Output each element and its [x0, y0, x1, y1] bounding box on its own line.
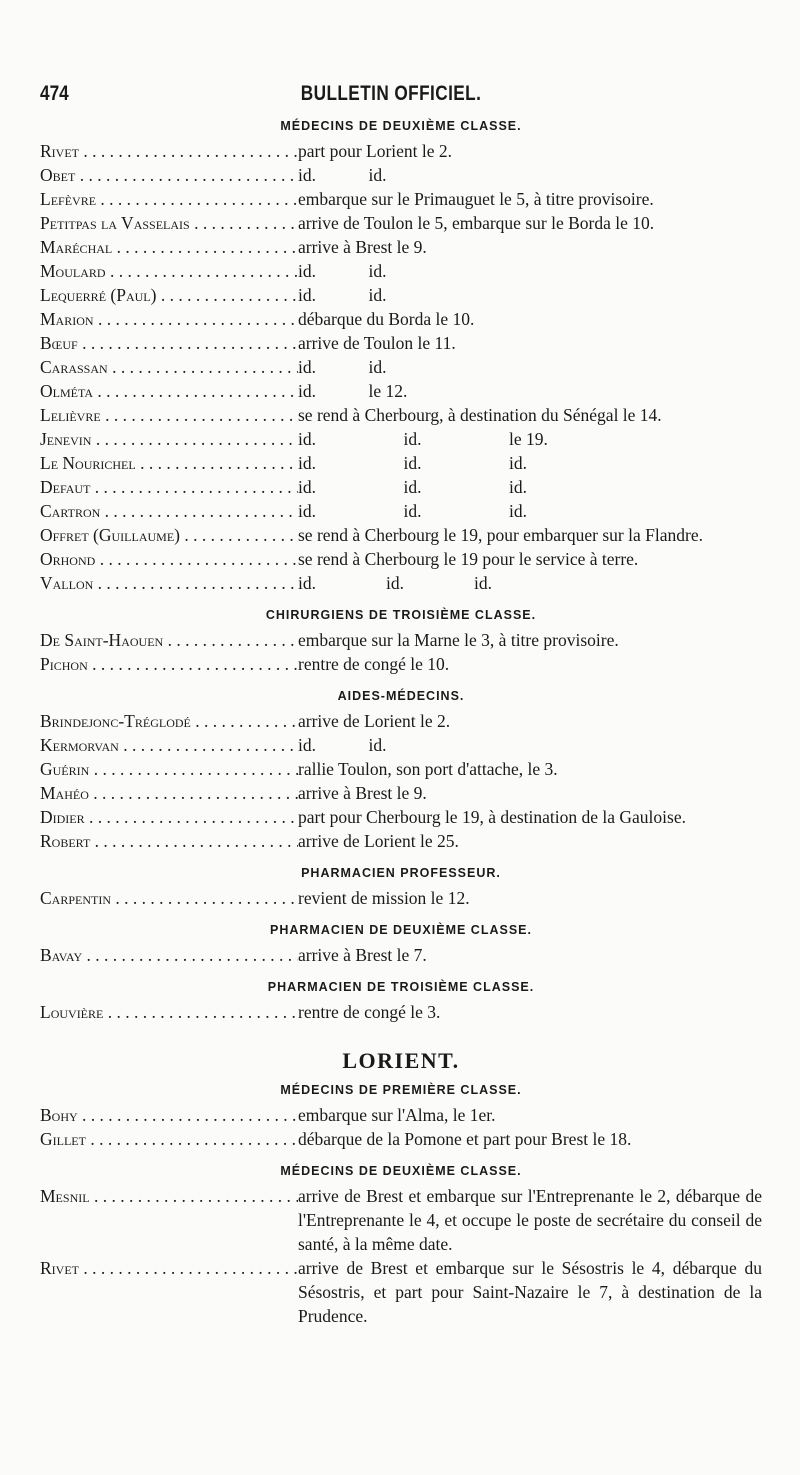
entry-name-text: Gillet . . .	[40, 1129, 298, 1149]
entry-row	[40, 235, 762, 259]
entry-text: arrive de Brest et embarque sur le Sésostris le 4, débarque du Sésostris, et part pour Saint-Nazaire le 7, à destination de la Prudence.	[298, 1258, 762, 1326]
entry-name-text: Obet . . .	[40, 165, 298, 185]
running-title: BULLETIN OFFICIEL.	[300, 82, 482, 105]
entry-name	[40, 757, 298, 781]
entry-row	[40, 1000, 762, 1024]
entry-row	[40, 139, 762, 163]
entry-row	[40, 379, 762, 403]
entry-row	[40, 709, 762, 733]
entry-text: id. id.	[298, 357, 387, 377]
entry-name	[40, 886, 298, 910]
entry-row	[40, 163, 762, 187]
entry-name-text: Lefèvre . . .	[40, 189, 298, 209]
entry-text: se rend à Cherbourg le 19 pour le service à terre.	[298, 549, 639, 569]
entry-name	[40, 163, 298, 187]
entry-text: arrive de Toulon le 5, embarque sur le Borda le 10.	[298, 213, 655, 233]
entry-name-text: Bohy . . .	[40, 1105, 298, 1125]
entry-row	[40, 1103, 762, 1127]
entry-text: arrive à Brest le 9.	[298, 783, 427, 803]
entry-text: rallie Toulon, son port d'attache, le 3.	[298, 759, 558, 779]
entry-row	[40, 547, 762, 571]
entry-row	[40, 943, 762, 967]
entry-name	[40, 709, 298, 733]
entry-text: se rend à Cherbourg le 19, pour embarquer sur la Flandre.	[298, 525, 703, 545]
entry-text: embarque sur la Marne le 3, à titre provisoire.	[298, 630, 619, 650]
entry-row	[40, 355, 762, 379]
entry-name	[40, 235, 298, 259]
entry-name-text: Orhond . . .	[40, 549, 298, 569]
entry-name	[40, 943, 298, 967]
section-heading: PHARMACIEN DE TROISIÈME CLASSE.	[267, 980, 535, 994]
entry-name-text: Bœuf . . .	[40, 333, 298, 353]
entry-name	[40, 283, 298, 307]
entry-row	[40, 331, 762, 355]
entry-text: rentre de congé le 10.	[298, 654, 450, 674]
entry-text: id. id. id.	[298, 453, 527, 473]
entry-name-text: Kermorvan . . .	[40, 735, 298, 755]
entry-text: arrive à Brest le 9.	[298, 237, 427, 257]
entry-name-text: Marion . . .	[40, 309, 298, 329]
entry-row	[40, 571, 762, 595]
entry-name-text: Mahéo . . .	[40, 783, 298, 803]
entry-row	[40, 211, 762, 235]
entry-name-text: Maréchal . . .	[40, 237, 298, 257]
entry-text: id. id.	[298, 285, 387, 305]
entry-row	[40, 307, 762, 331]
entry-name	[40, 403, 298, 427]
entry-name	[40, 451, 298, 475]
page-header	[40, 80, 630, 110]
entry-text: embarque sur le Primauguet le 5, à titre provisoire.	[298, 189, 654, 209]
entry-name-text: Louvière . . .	[40, 1002, 298, 1022]
entry-name-text: Vallon . . .	[40, 573, 298, 593]
entry-text: part pour Cherbourg le 19, à destination de la Gauloise.	[298, 807, 686, 827]
section-heading: MÉDECINS DE DEUXIÈME CLASSE.	[280, 119, 522, 133]
entry-text: arrive de Toulon le 11.	[298, 333, 456, 353]
entry-text: id. id.	[298, 261, 387, 281]
entry-text: id. id. id.	[298, 477, 527, 497]
entry-text: id. id. id.	[298, 573, 492, 593]
entry-name	[40, 547, 298, 571]
city-heading: LORIENT.	[342, 1048, 460, 1073]
entry-row	[40, 652, 762, 676]
entry-text: débarque du Borda le 10.	[298, 309, 475, 329]
entry-row	[40, 1256, 762, 1328]
entry-text: arrive de Lorient le 2.	[298, 711, 451, 731]
section-gap	[40, 967, 762, 977]
entry-name-text: Lequerré (Paul) . . .	[40, 285, 298, 305]
entry-name-text: Carassan . . .	[40, 357, 298, 377]
entry-name-text: De Saint-Haouen . . .	[40, 630, 298, 650]
entry-name-text: Moulard . . .	[40, 261, 298, 281]
entry-name	[40, 187, 298, 211]
entry-name-text: Mesnil . . .	[40, 1186, 298, 1206]
entry-text: arrive de Brest et embarque sur l'Entreprenante le 2, débarque de l'Entreprenante le 4, et occupe le poste de secrétaire du conseil de santé, à la même date.	[298, 1186, 762, 1254]
entry-row	[40, 523, 762, 547]
entry-name	[40, 379, 298, 403]
entry-text: id. id.	[298, 735, 387, 755]
entry-name	[40, 571, 298, 595]
entry-text: revient de mission le 12.	[298, 888, 470, 908]
entry-name-text: Guérin . . .	[40, 759, 298, 779]
entry-name-text: Rivet . . .	[40, 1258, 298, 1278]
entry-row	[40, 886, 762, 910]
entry-row	[40, 1184, 762, 1256]
entry-row	[40, 187, 762, 211]
section-gap	[40, 1151, 762, 1161]
entry-name	[40, 829, 298, 853]
entry-row	[40, 499, 762, 523]
entry-name-text: Offret (Guillaume) . . .	[40, 525, 298, 545]
entry-name	[40, 355, 298, 379]
entry-row	[40, 403, 762, 427]
entry-name	[40, 1000, 298, 1024]
entry-name	[40, 523, 298, 547]
entry-row	[40, 733, 762, 757]
entry-text: part pour Lorient le 2.	[298, 141, 453, 161]
entry-text: id. le 12.	[298, 381, 408, 401]
entry-name	[40, 628, 298, 652]
section-heading: PHARMACIEN DE DEUXIÈME CLASSE.	[270, 923, 532, 937]
entry-name-text: Brindejonc-Tréglodé . . .	[40, 711, 298, 731]
section-gap	[40, 1024, 762, 1038]
entry-text: débarque de la Pomone et part pour Brest le 18.	[298, 1129, 632, 1149]
entry-name	[40, 259, 298, 283]
entry-name	[40, 805, 298, 829]
entry-row	[40, 805, 762, 829]
entry-text: id. id.	[298, 165, 387, 185]
entry-row	[40, 781, 762, 805]
entry-text: rentre de congé le 3.	[298, 1002, 441, 1022]
entry-name-text: Jenevin . . .	[40, 429, 298, 449]
entry-name	[40, 1256, 298, 1328]
entry-name	[40, 1184, 298, 1256]
section-gap	[40, 676, 762, 686]
entry-name	[40, 499, 298, 523]
entry-row	[40, 757, 762, 781]
document-body	[40, 116, 762, 1328]
section-heading: PHARMACIEN PROFESSEUR.	[301, 866, 501, 880]
entry-row	[40, 451, 762, 475]
section-heading: MÉDECINS DE DEUXIÈME CLASSE.	[280, 1164, 522, 1178]
entry-name	[40, 307, 298, 331]
entry-name-text: Pichon . . .	[40, 654, 298, 674]
section-gap	[40, 910, 762, 920]
section-heading: CHIRURGIENS DE TROISIÈME CLASSE.	[265, 608, 537, 622]
entry-name-text: Lelièvre . . .	[40, 405, 298, 425]
entry-text: arrive de Lorient le 25.	[298, 831, 459, 851]
entry-name-text: Robert . . .	[40, 831, 298, 851]
entry-text: se rend à Cherbourg, à destination du Sénégal le 14.	[298, 405, 662, 425]
entry-row	[40, 829, 762, 853]
entry-text: id. id. id.	[298, 501, 527, 521]
entry-text: id. id. le 19.	[298, 429, 548, 449]
entry-name	[40, 1103, 298, 1127]
section-gap	[40, 595, 762, 605]
entry-name	[40, 139, 298, 163]
entry-row	[40, 628, 762, 652]
entry-row	[40, 259, 762, 283]
entry-name-text: Bavay . . .	[40, 945, 298, 965]
section-gap	[40, 853, 762, 863]
entry-name-text: Carpentin . . .	[40, 888, 298, 908]
entry-name	[40, 427, 298, 451]
entry-name-text: Olméta . . .	[40, 381, 298, 401]
entry-row	[40, 283, 762, 307]
entry-row	[40, 1127, 762, 1151]
entry-name	[40, 1127, 298, 1151]
entry-text: arrive à Brest le 7.	[298, 945, 427, 965]
entry-name	[40, 781, 298, 805]
entry-name-text: Defaut . . .	[40, 477, 298, 497]
entry-row	[40, 427, 762, 451]
entry-name-text: Didier . . .	[40, 807, 298, 827]
entry-text: embarque sur l'Alma, le 1er.	[298, 1105, 496, 1125]
page-number: 474	[40, 82, 69, 105]
entry-name-text: Petitpas la Vasselais . . .	[40, 213, 298, 233]
entry-name-text: Le Nourichel . . .	[40, 453, 298, 473]
entry-name-text: Rivet . . .	[40, 141, 298, 161]
entry-name	[40, 733, 298, 757]
section-heading: MÉDECINS DE PREMIÈRE CLASSE.	[280, 1083, 522, 1097]
entry-name	[40, 475, 298, 499]
entry-name-text: Cartron . . .	[40, 501, 298, 521]
entry-name	[40, 331, 298, 355]
section-heading: AIDES-MÉDECINS.	[337, 689, 465, 703]
entry-name	[40, 211, 298, 235]
entry-row	[40, 475, 762, 499]
entry-name	[40, 652, 298, 676]
